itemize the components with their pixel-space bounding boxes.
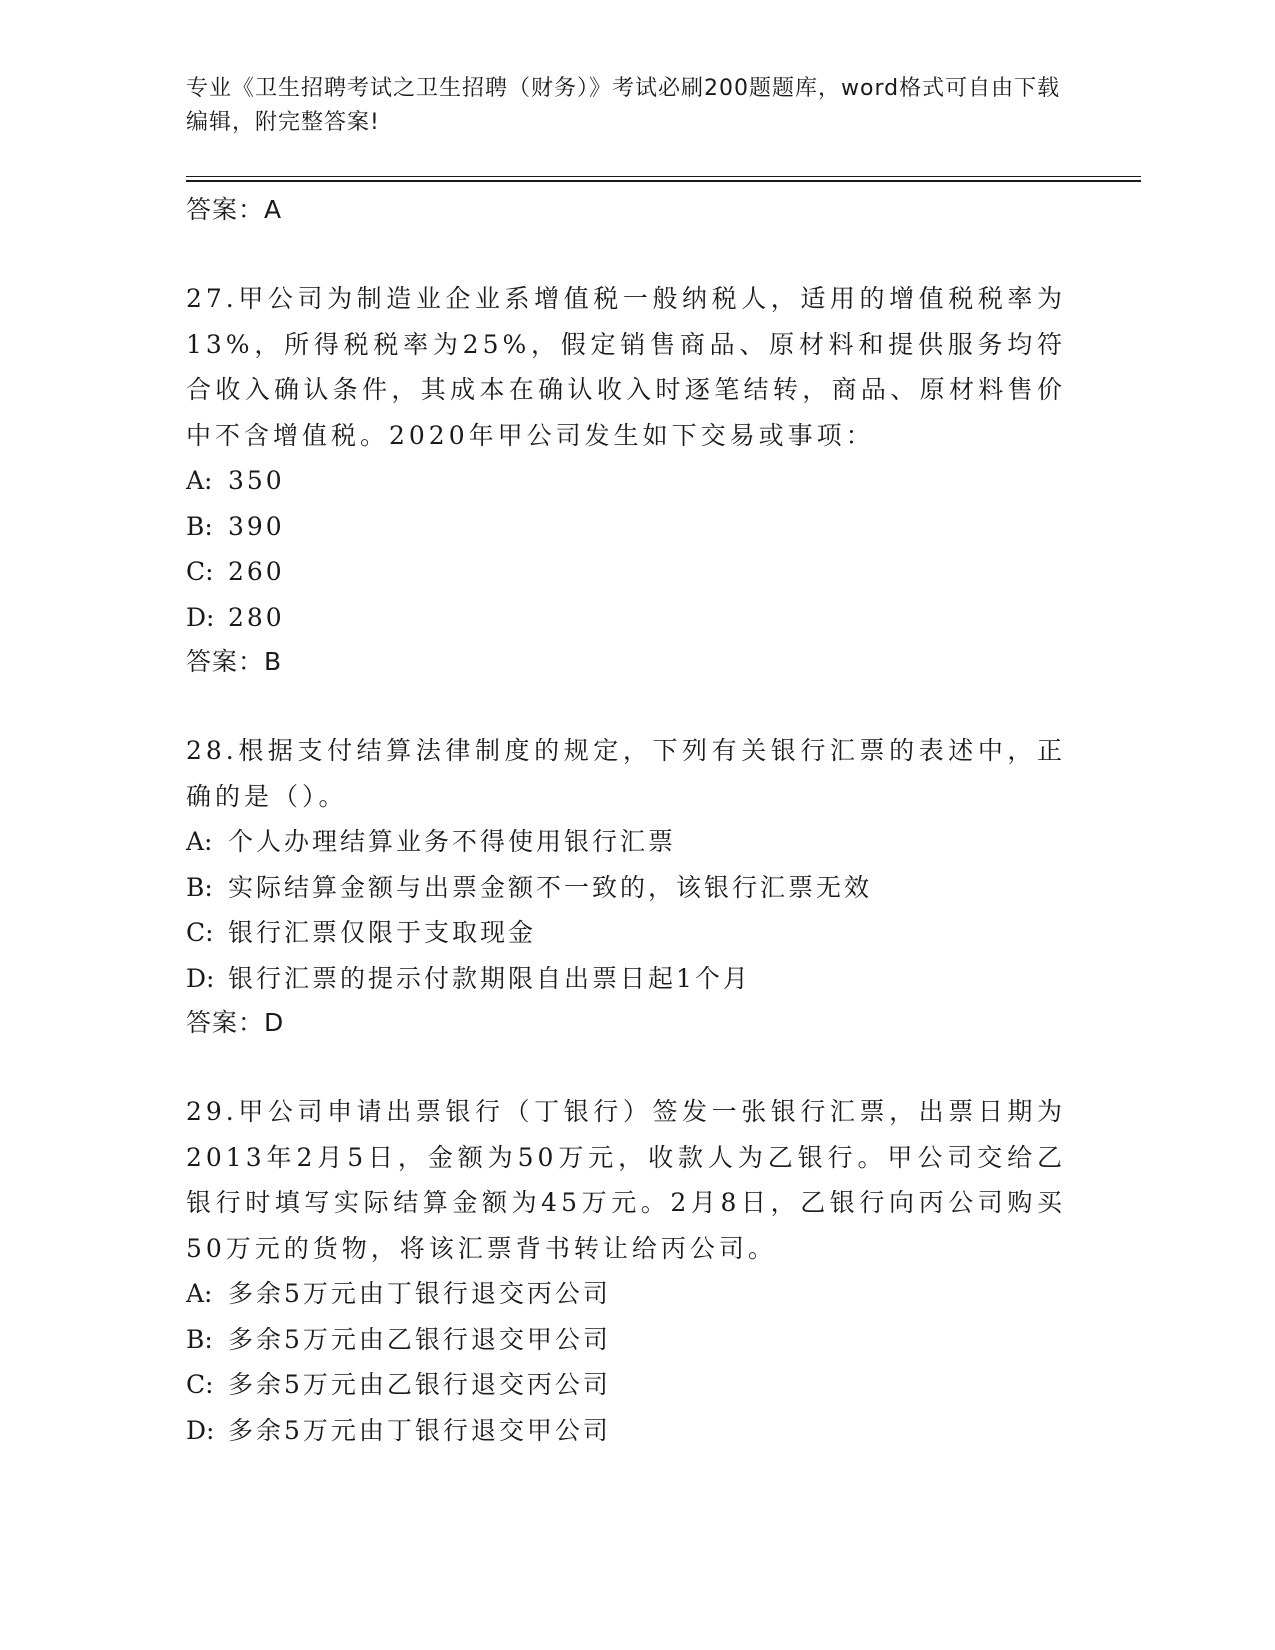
option-27-b bbox=[186, 504, 1086, 550]
option-key: B: bbox=[186, 511, 213, 541]
option-text: 银行汇票仅限于支取现金 bbox=[228, 918, 537, 947]
header-divider-thin bbox=[186, 176, 1141, 177]
answer-27: 答案：B bbox=[186, 647, 283, 676]
option-text: 实际结算金额与出票金额不一致的，该银行汇票无效 bbox=[228, 872, 873, 902]
option-text: 280 bbox=[228, 602, 285, 632]
option-key: D: bbox=[186, 602, 215, 632]
option-27-d bbox=[186, 595, 1086, 641]
option-key: B: bbox=[186, 1324, 213, 1354]
option-27-c bbox=[186, 549, 1086, 595]
option-key: C: bbox=[186, 1370, 214, 1399]
option-28-c bbox=[186, 910, 1086, 956]
option-key: D: bbox=[186, 963, 215, 993]
document-body bbox=[186, 188, 1086, 1453]
option-text: 多余5万元由丁银行退交丙公司 bbox=[228, 1279, 611, 1308]
question-28: 28.根据支付结算法律制度的规定，下列有关银行汇票的表述中，正确的是（）。 bbox=[186, 736, 1066, 811]
option-key: D: bbox=[186, 1415, 215, 1445]
option-text: 260 bbox=[228, 557, 285, 586]
option-text: 350 bbox=[228, 466, 285, 495]
option-28-a bbox=[186, 819, 1086, 865]
option-text: 390 bbox=[228, 511, 285, 541]
option-29-b bbox=[186, 1317, 1086, 1363]
option-text: 多余5万元由乙银行退交丙公司 bbox=[228, 1370, 611, 1399]
option-text: 个人办理结算业务不得使用银行汇票 bbox=[228, 827, 677, 856]
option-27-a bbox=[186, 458, 1086, 504]
page-header: 专业《卫生招聘考试之卫生招聘（财务）》考试必刷200题题库，word格式可自由下载编辑，附完整答案! bbox=[186, 76, 1061, 135]
option-key: C: bbox=[186, 918, 214, 947]
option-key: A: bbox=[186, 466, 213, 495]
option-text: 多余5万元由丁银行退交甲公司 bbox=[228, 1415, 611, 1445]
answer-line: 答案：A bbox=[186, 195, 283, 224]
header-divider-thick bbox=[186, 180, 1141, 182]
option-key: A: bbox=[186, 827, 213, 856]
option-key: B: bbox=[186, 872, 213, 902]
option-29-a bbox=[186, 1271, 1086, 1317]
answer-28: 答案：D bbox=[186, 1008, 285, 1037]
question-29: 29.甲公司申请出票银行（丁银行）签发一张银行汇票，出票日期为2013年2月5日，金额为50万元，收款人为乙银行。甲公司交给乙银行时填写实际结算金额为45万元。2月8日，乙银行向丙公司购买50万元的货物，将该汇票背书转让给丙公司。 bbox=[186, 1097, 1066, 1263]
option-28-b bbox=[186, 865, 1086, 911]
option-28-d bbox=[186, 956, 1086, 1002]
option-key: A: bbox=[186, 1279, 213, 1308]
question-27: 27.甲公司为制造业企业系增值税一般纳税人，适用的增值税税率为13%，所得税税率为25%，假定销售商品、原材料和提供服务均符合收入确认条件，其成本在确认收入时逐笔结转，商品、原材料售价中不含增值税。2020年甲公司发生如下交易或事项： bbox=[186, 284, 1066, 450]
option-text: 多余5万元由乙银行退交甲公司 bbox=[228, 1324, 611, 1354]
option-key: C: bbox=[186, 557, 214, 586]
option-29-d bbox=[186, 1408, 1086, 1454]
option-29-c bbox=[186, 1362, 1086, 1408]
option-text: 银行汇票的提示付款期限自出票日起1个月 bbox=[228, 963, 751, 993]
